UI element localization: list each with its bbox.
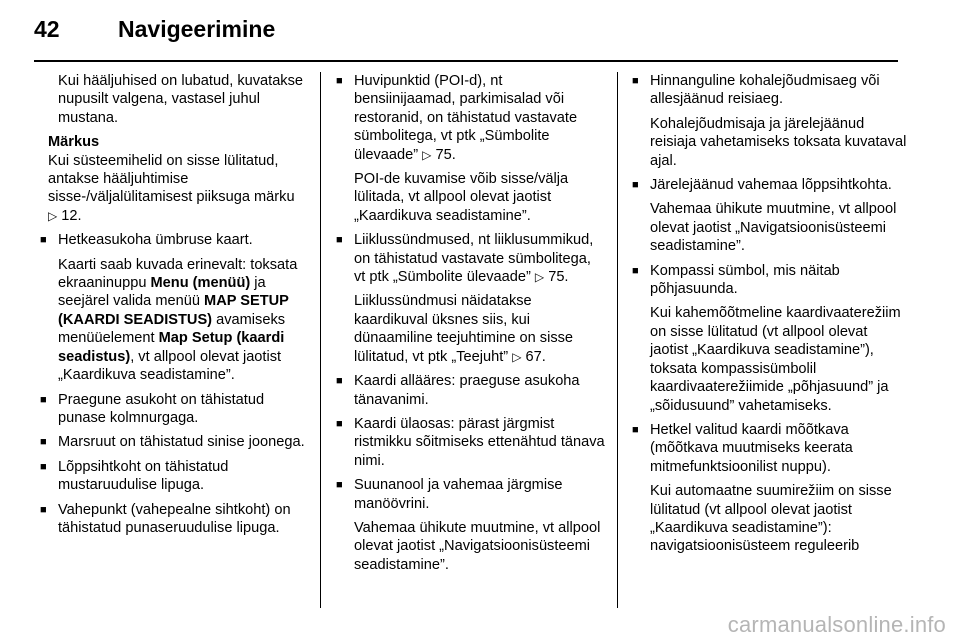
list-item: ■ Praegune asukoht on tähistatud punase kolmnurgaga. — [40, 391, 265, 426]
list-item-detail: Liiklussündmusi näidatakse kaardikuval üksnes siis, kui dünaamiline teejuhtimine on sisse lülitatud, vt ptk „Teejuht” ▷ 67. — [354, 293, 574, 365]
list-item: ■ Liiklussündmused, nt liiklusummikud, on tähistatud vastavate sümbolitega, vt ptk „Sümbolite ülevaade” ▷ 75. — [336, 232, 594, 286]
list-item: ■ Kaardi ülaosas: pärast järgmist ristmikku sõitmiseks ettenähtud tänava nimi. — [336, 415, 605, 469]
list-item-detail: Vahemaa ühikute muutmine, vt allpool olevat jaotist „Navigatsioonisüsteemi seadistamine”. — [354, 519, 601, 573]
bullet-square-icon: ■ — [336, 479, 343, 492]
column-2 — [330, 72, 606, 612]
page-reference[interactable]: ▷ 67. — [512, 348, 546, 365]
header-rule — [34, 60, 898, 62]
list-item: ■ Marsruut on tähistatud sinise joonega. — [40, 434, 305, 451]
note-text: Kui süsteemihelid on sisse lülitatud, antakse hääljuhtimise sisse-/väljalülitamisest piiksuga märku ▷ 12. — [48, 152, 295, 224]
bullet-square-icon: ■ — [336, 417, 343, 430]
page-reference[interactable]: ▷ 75. — [534, 269, 569, 286]
list-item: ■ Suunanool ja vahemaa järgmise manöövrini. — [336, 477, 563, 512]
bullet-square-icon: ■ — [40, 393, 47, 406]
bullet-square-icon: ■ — [632, 264, 639, 277]
bullet-square-icon: ■ — [632, 179, 639, 192]
list-item-detail: Kaarti saab kuvada erinevalt: toksata ekraaninuppu Menu (menüü) ja seejärel valida menüü MAP SETUP (KAARDI SEADISTUS) avamiseks menüüelement Map Setup (kaardi seadistus), vt allpool olevat jaotist „Kaardikuva seadistamine”. — [58, 256, 298, 384]
bullet-square-icon: ■ — [336, 75, 343, 87]
list-item: ■ Hinnanguline kohalejõudmisaeg või allesjäänud reisiaeg. — [632, 73, 880, 108]
page-ref-icon: ▷ — [48, 208, 58, 223]
page-number: 42 — [34, 16, 60, 42]
watermark: carmanualsonline.info — [727, 612, 946, 637]
bullet-square-icon: ■ — [632, 423, 639, 436]
bullet-square-icon: ■ — [40, 460, 47, 473]
column-divider — [617, 72, 618, 608]
column-divider — [320, 72, 321, 608]
list-item: ■ Lõppsihtkoht on tähistatud mustaruudulise lipuga. — [40, 458, 229, 494]
list-item-detail: POI-de kuvamise võib sisse/välja lülitada, vt allpool olevat jaotist „Kaardikuva seadistamine”. — [354, 171, 569, 224]
list-item: ■ Hetkel valitud kaardi mõõtkava (mõõtkava muutmiseks keerata mitmefunktsioonilist nuppu). — [632, 421, 853, 475]
column-1 — [34, 72, 306, 612]
list-item-detail: Kui kahemõõtmeline kaardivaaterežiim on sisse lülitatud (vt allpool olevat jaotist „Kaardikuva seadistamine”), toksata kompassisümbolil kaardivaaterežiimide „põhjasuund” ja „sõidusuund” vahetamiseks. — [650, 305, 901, 414]
list-item: ■ Vahepunkt (vahepealne sihtkoht) on tähistatud punaseruudulise lipuga. — [40, 501, 291, 536]
list-item: ■ Kaardi allääres: praeguse asukoha tänavanimi. — [336, 373, 580, 408]
list-item-detail: Vahemaa ühikute muutmine, vt allpool olevat jaotist „Navigatsioonisüsteemi seadistamine”. — [650, 201, 897, 255]
page-reference[interactable]: ▷ 75. — [422, 146, 456, 163]
list-item: ■ Järelejäänud vahemaa lõppsihtkohta. — [632, 177, 892, 194]
page-ref-icon: ▷ — [534, 270, 545, 285]
list-item-detail: Kohalejõudmisaja ja järelejäänud reisiaja vahetamiseks toksata kuvataval ajal. — [650, 115, 907, 169]
page-ref-icon: ▷ — [422, 147, 432, 162]
list-item: ■ Hetkeasukoha ümbruse kaart. — [40, 232, 253, 249]
list-item: ■ Kompassi sümbol, mis näitab põhjasuunda. — [632, 262, 840, 298]
note-title: Märkus — [48, 134, 100, 151]
intro-paragraph: Kui hääljuhised on lubatud, kuvatakse nupusilt valgena, vastasel juhul mustana. — [58, 73, 304, 126]
bullet-square-icon: ■ — [632, 75, 639, 87]
page-reference[interactable]: ▷ 12. — [48, 207, 82, 224]
bullet-square-icon: ■ — [40, 436, 47, 449]
bullet-square-icon: ■ — [336, 234, 343, 247]
section-title: Navigeerimine — [118, 16, 276, 42]
list-item-detail: Kui automaatne suumirežiim on sisse lülitatud (vt allpool olevat jaotist „Kaardikuva seadistamine”): navigatsioonisüsteem reguleerib — [650, 483, 892, 555]
list-item: ■ Huvipunktid (POI-d), nt bensiinijaamad, parkimisalad või restoranid, on tähistatud vastavate sümbolitega, vt ptk „Sümbolite ülevaade” ▷ 75. — [336, 73, 578, 163]
bullet-square-icon: ■ — [40, 503, 47, 516]
page-ref-icon: ▷ — [512, 349, 522, 364]
bullet-square-icon: ■ — [40, 234, 47, 247]
column-3 — [626, 72, 908, 612]
bullet-square-icon: ■ — [336, 375, 343, 388]
page-header — [0, 0, 960, 62]
